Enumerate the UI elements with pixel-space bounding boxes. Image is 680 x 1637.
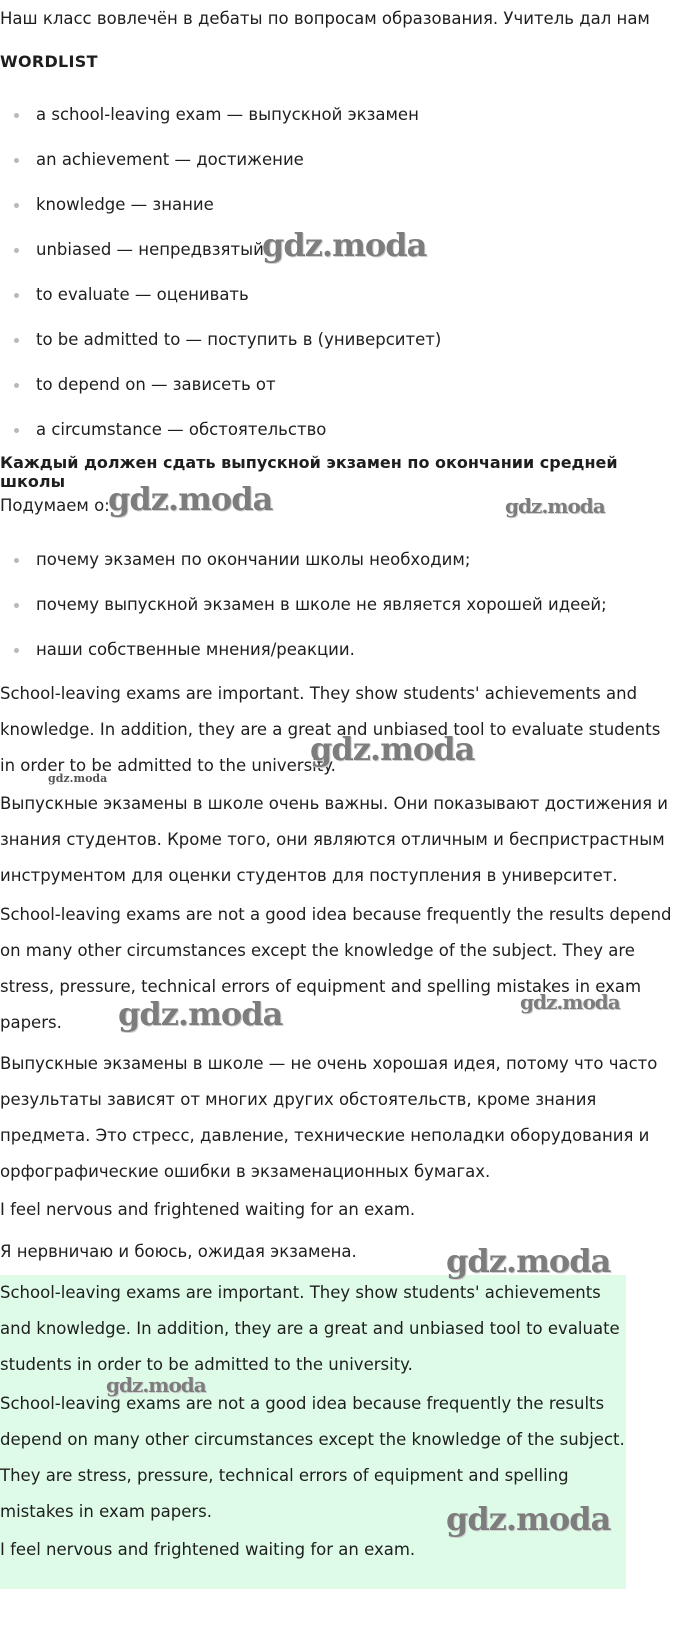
- list-item: a circumstance — обстоятельство: [0, 415, 680, 460]
- topic-heading: Каждый должен сдать выпускной экзамен по окончании средней школы: [0, 453, 618, 491]
- paragraph-ru-pros: Выпускные экзамены в школе очень важны. Они показывают достижения и знания студентов. Кроме того, они являются отличным и беспристрастным инструментом для оценки студентов для поступления в университет.: [0, 794, 668, 885]
- answer-box: [0, 1275, 626, 1589]
- list-item: почему экзамен по окончании школы необходим;: [0, 545, 680, 590]
- bullet-icon: [14, 158, 19, 163]
- watermark: gdz.moda: [108, 480, 273, 518]
- bullet-icon: [14, 648, 19, 653]
- list-item: knowledge — знание: [0, 190, 680, 235]
- bullet-icon: [14, 603, 19, 608]
- bullet-icon: [14, 338, 19, 343]
- list-item: to be admitted to — поступить в (университет): [0, 325, 680, 370]
- watermark: gdz.moda: [520, 990, 620, 1014]
- bullet-icon: [14, 428, 19, 433]
- bullet-icon: [14, 113, 19, 118]
- wordlist-heading: WORDLIST: [0, 52, 98, 71]
- bullet-icon: [14, 203, 19, 208]
- watermark: gdz.moda: [446, 1242, 611, 1280]
- intro-text: Наш класс вовлечён в дебаты по вопросам образования. Учитель дал нам: [0, 9, 650, 28]
- list-item: an achievement — достижение: [0, 145, 680, 190]
- list-item: to depend on — зависеть от: [0, 370, 680, 415]
- paragraph-en-opinion: I feel nervous and frightened waiting for an exam.: [0, 1200, 416, 1219]
- prompt-label: Подумаем о:: [0, 496, 110, 515]
- points-list: [0, 545, 680, 680]
- bullet-icon: [14, 248, 19, 253]
- bullet-icon: [14, 558, 19, 563]
- bullet-icon: [14, 383, 19, 388]
- bullet-icon: [14, 293, 19, 298]
- paragraph-ru-opinion: Я нервничаю и боюсь, ожидая экзамена.: [0, 1242, 357, 1261]
- list-item: to evaluate — оценивать: [0, 280, 680, 325]
- watermark: gdz.moda: [505, 494, 605, 518]
- watermark: gdz.moda: [106, 1373, 206, 1397]
- watermark: gdz.moda: [262, 226, 427, 264]
- paragraph-en-pros: School-leaving exams are important. They show students' achievements and knowledge. In addition, they are a great and unbiased tool to evaluate students in order to be admitted to the university.: [0, 684, 661, 775]
- answer-paragraph: I feel nervous and frightened waiting for an exam.: [0, 1540, 416, 1559]
- watermark: gdz.moda: [48, 772, 108, 785]
- watermark: gdz.moda: [118, 995, 283, 1033]
- list-item: наши собственные мнения/реакции.: [0, 635, 680, 680]
- paragraph-ru-cons: Выпускные экзамены в школе — не очень хорошая идея, потому что часто результаты зависят от многих других обстоятельств, кроме знания предмета. Это стресс, давление, технические неполадки оборудования и орфографические ошибки в экзаменационных бумагах.: [0, 1054, 658, 1181]
- list-item: unbiased — непредвзятый: [0, 235, 680, 280]
- list-item: a school-leaving exam — выпускной экзамен: [0, 100, 680, 145]
- watermark: gdz.moda: [310, 730, 475, 768]
- wordlist: [0, 100, 680, 460]
- answer-paragraph: School-leaving exams are important. They show students' achievements and knowledge. In addition, they are a great and unbiased tool to evaluate students in order to be admitted to the university.: [0, 1283, 620, 1374]
- watermark: gdz.moda: [446, 1500, 611, 1538]
- paragraph-en-cons: School-leaving exams are not a good idea because frequently the results depend on many other circumstances except the knowledge of the subject. They are stress, pressure, technical errors of equipment and spelling mistakes in exam papers.: [0, 905, 672, 1032]
- list-item: почему выпускной экзамен в школе не является хорошей идеей;: [0, 590, 680, 635]
- answer-paragraph: School-leaving exams are not a good idea because frequently the results depend on many other circumstances except the knowledge of the subject. They are stress, pressure, technical errors of equipment and spelling mistakes in exam papers.: [0, 1394, 625, 1521]
